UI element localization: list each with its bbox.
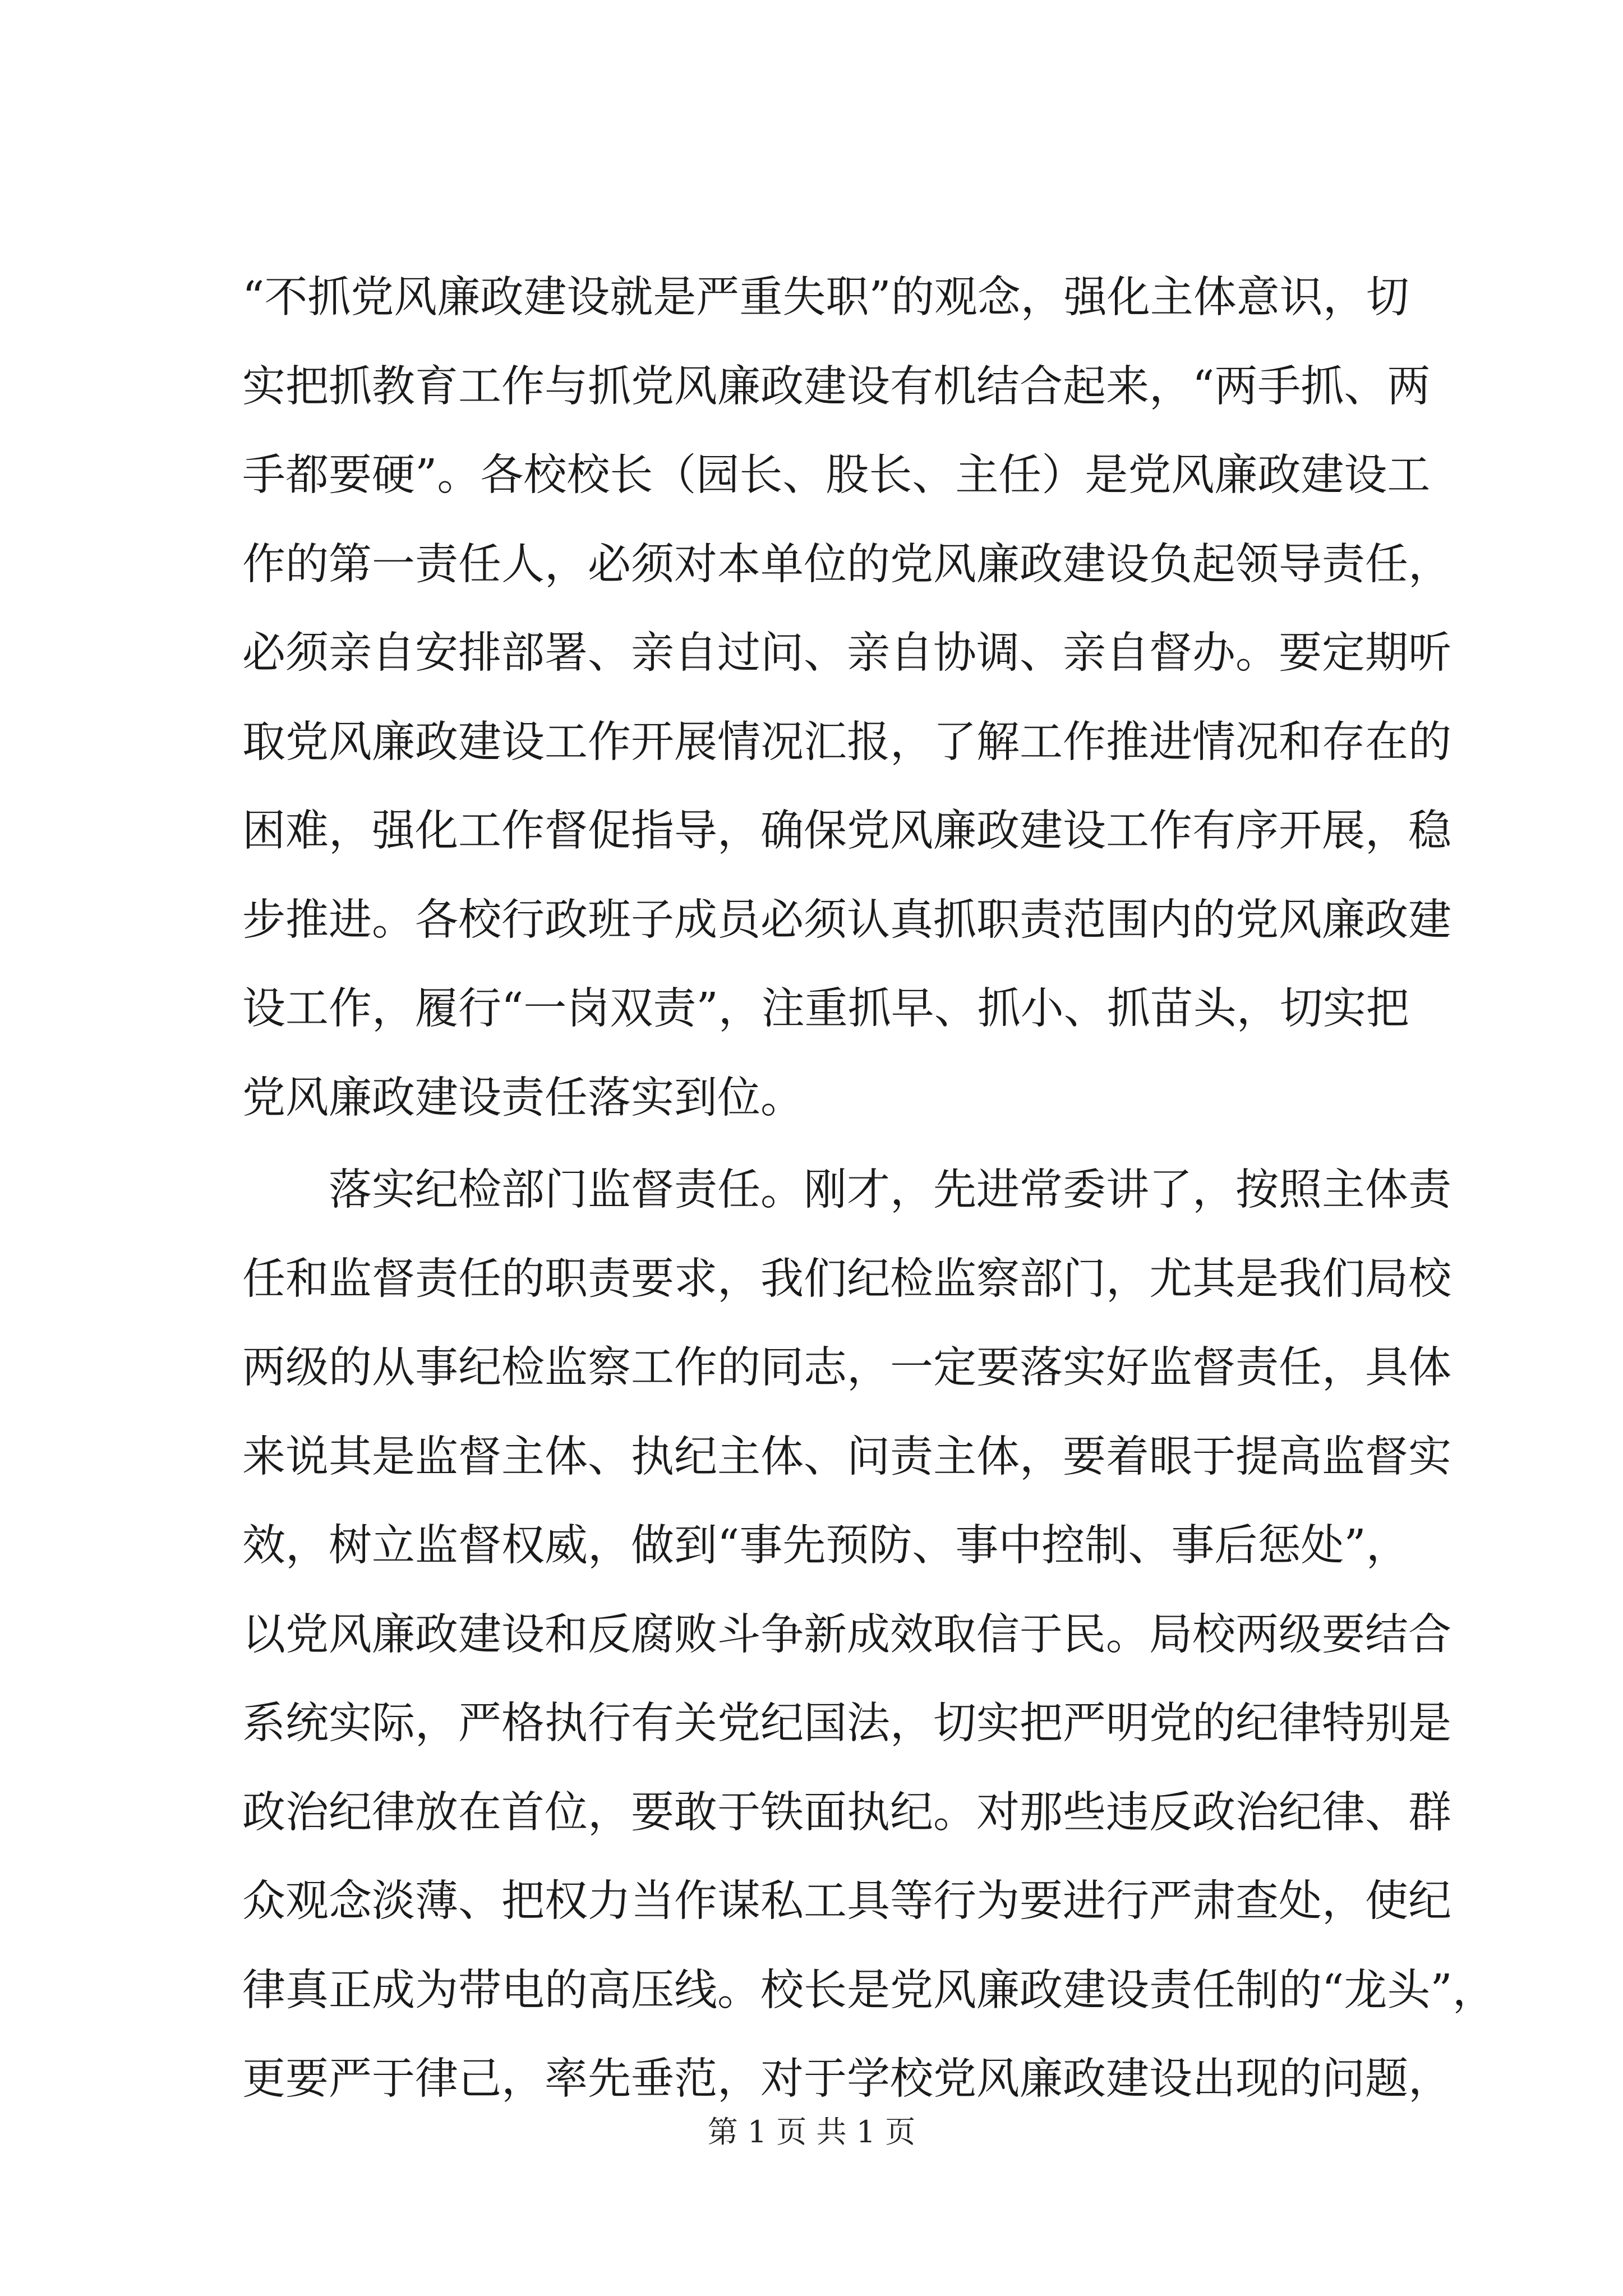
text-line: 律真正成为带电的高压线。校长是党风廉政建设责任制的“龙头”， — [242, 1965, 1496, 2016]
text-line: 党风廉政建设责任落实到位。 — [242, 1073, 804, 1123]
text-line: 设工作，履行“一岗双责”，注重抓早、抓小、抓苗头，切实把 — [242, 984, 1409, 1034]
text-line: 落实纪检部门监督责任。刚才，先进常委讲了，按照主体责 — [242, 1165, 1451, 1215]
document-body — [242, 254, 1496, 2124]
text-line: 取党风廉政建设工作开展情况汇报，了解工作推进情况和存在的 — [242, 717, 1451, 767]
text-line: 更要严于律己，率先垂范，对于学校党风廉政建设出现的问题， — [242, 2054, 1451, 2104]
text-line: 众观念淡薄、把权力当作谋私工具等行为要进行严肃查处，使纪 — [242, 1876, 1451, 1926]
text-line: 系统实际，严格执行有关党纪国法，切实把严明党的纪律特别是 — [242, 1699, 1451, 1749]
text-line: 手都要硬”。各校校长（园长、股长、主任）是党风廉政建设工 — [242, 450, 1431, 500]
text-line: “不抓党风廉政建设就是严重失职”的观念，强化主体意识，切 — [242, 273, 1409, 323]
text-line: 以党风廉政建设和反腐败斗争新成效取信于民。局校两级要结合 — [242, 1609, 1451, 1660]
text-line: 两级的从事纪检监察工作的同志，一定要落实好监督责任，具体 — [242, 1343, 1451, 1393]
text-line: 来说其是监督主体、执纪主体、问责主体，要着眼于提高监督实 — [242, 1432, 1451, 1482]
text-line: 困难，强化工作督促指导，确保党风廉政建设工作有序开展，稳 — [242, 806, 1451, 856]
text-line: 任和监督责任的职责要求，我们纪检监察部门，尤其是我们局校 — [242, 1254, 1451, 1304]
page-footer: 第 1 页 共 1 页 — [707, 2114, 916, 2150]
text-line: 效，树立监督权威，做到“事先预防、事中控制、事后惩处”， — [242, 1521, 1409, 1571]
text-line: 政治纪律放在首位，要敢于铁面执纪。对那些违反政治纪律、群 — [242, 1787, 1451, 1838]
text-line: 步推进。各校行政班子成员必须认真抓职责范围内的党风廉政建 — [242, 895, 1451, 945]
text-line: 实把抓教育工作与抓党风廉政建设有机结合起来，“两手抓、两 — [242, 361, 1431, 412]
text-line: 作的第一责任人，必须对本单位的党风廉政建设负起领导责任， — [242, 539, 1451, 590]
text-line: 必须亲自安排部署、亲自过问、亲自协调、亲自督办。要定期听 — [242, 628, 1451, 678]
paragraph-2 — [242, 1146, 1496, 2124]
paragraph-1 — [242, 254, 1451, 1143]
